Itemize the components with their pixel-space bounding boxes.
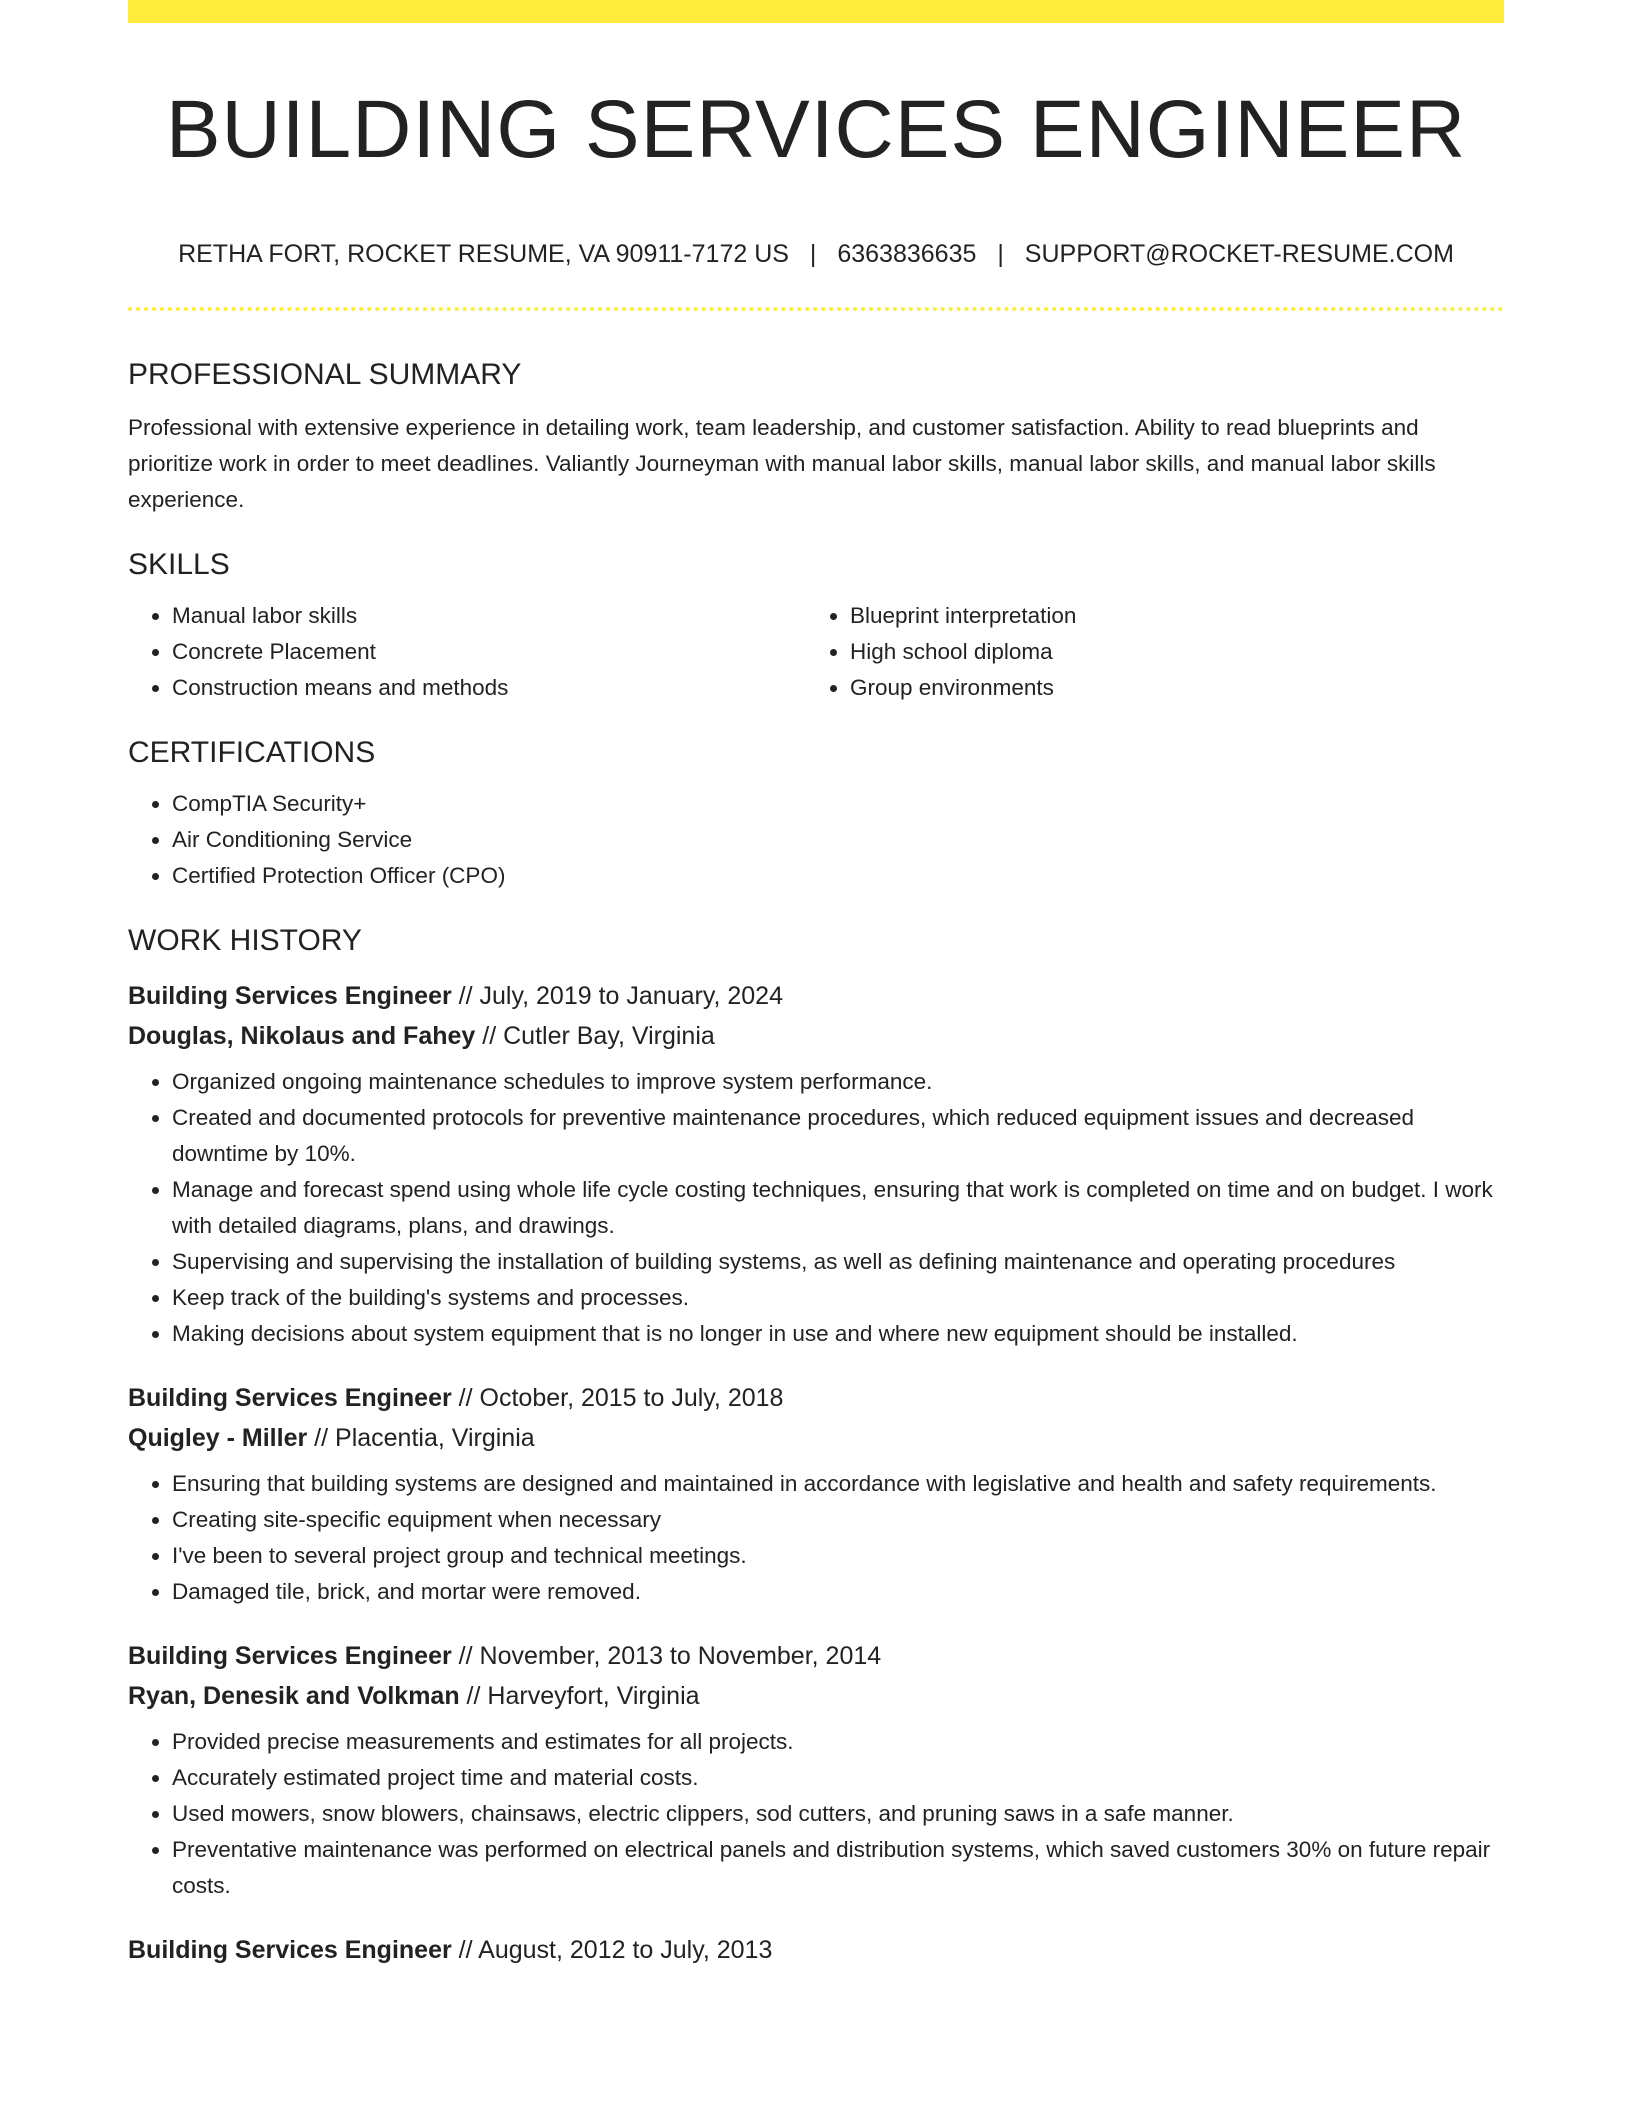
- job-dates: November, 2013 to November, 2014: [479, 1642, 882, 1670]
- job-company: Quigley - Miller: [128, 1424, 308, 1452]
- job-title: Building Services Engineer: [128, 982, 452, 1010]
- job-dates: July, 2019 to January, 2024: [479, 982, 783, 1010]
- contact-line: [128, 234, 1504, 274]
- job-bullet: • Damaged tile, brick, and mortar were removed.: [172, 1574, 1504, 1610]
- job-title-line: [128, 1930, 1504, 1970]
- accent-top-bar: [128, 0, 1504, 23]
- job-bullet: • Provided precise measurements and estimates for all projects.: [172, 1724, 1504, 1760]
- job-location: Placentia, Virginia: [335, 1424, 535, 1452]
- job-company-line: [128, 1016, 1504, 1056]
- resume-body: [128, 350, 1504, 1996]
- skill-item: • Manual labor skills: [172, 598, 806, 634]
- job-bullet: • Ensuring that building systems are designed and maintained in accordance with legislative and health and safety requirements.: [172, 1466, 1504, 1502]
- job-delimiter: //: [466, 1682, 481, 1710]
- skill-item: • High school diploma: [850, 634, 1484, 670]
- job-delimiter: //: [314, 1424, 329, 1452]
- skill-item: • Construction means and methods: [172, 670, 806, 706]
- job-bullet: • Organized ongoing maintenance schedules to improve system performance.: [172, 1064, 1504, 1100]
- job-bullet: • Supervising and supervising the installation of building systems, as well as defining maintenance and operating procedures: [172, 1244, 1504, 1280]
- summary-section: [128, 350, 1504, 518]
- certification-item: • CompTIA Security+: [172, 786, 1504, 822]
- job-entry: [128, 1636, 1504, 1904]
- job-title: Building Services Engineer: [128, 1384, 452, 1412]
- job-delimiter: //: [458, 1642, 473, 1670]
- job-company: Ryan, Denesik and Volkman: [128, 1682, 460, 1710]
- job-title: Building Services Engineer: [128, 1936, 452, 1964]
- job-bullets: [128, 1724, 1504, 1904]
- contact-separator: |: [997, 240, 1004, 268]
- job-location: Harveyfort, Virginia: [487, 1682, 700, 1710]
- certifications-list: [128, 786, 1504, 894]
- skill-item: • Group environments: [850, 670, 1484, 706]
- job-delimiter: //: [458, 982, 473, 1010]
- job-entry: [128, 1930, 1504, 1970]
- job-bullet: • Manage and forecast spend using whole life cycle costing techniques, ensuring that work is completed on time and on budget. I work with detailed diagrams, plans, and drawings.: [172, 1172, 1504, 1244]
- job-bullet: • Used mowers, snow blowers, chainsaws, electric clippers, sod cutters, and pruning saws in a safe manner.: [172, 1796, 1504, 1832]
- job-bullets: [128, 1466, 1504, 1610]
- certifications-section: [128, 728, 1504, 894]
- job-location: Cutler Bay, Virginia: [503, 1022, 715, 1050]
- job-bullet: • I've been to several project group and technical meetings.: [172, 1538, 1504, 1574]
- job-delimiter: //: [458, 1936, 473, 1964]
- job-title-line: [128, 1636, 1504, 1676]
- job-dates: August, 2012 to July, 2013: [478, 1936, 773, 1964]
- contact-separator: |: [809, 240, 817, 268]
- job-bullet: • Creating site-specific equipment when necessary: [172, 1502, 1504, 1538]
- skills-heading: SKILLS: [128, 548, 230, 581]
- job-bullet: • Accurately estimated project time and material costs.: [172, 1760, 1504, 1796]
- job-entry: [128, 1378, 1504, 1610]
- certification-item: • Certified Protection Officer (CPO): [172, 858, 1504, 894]
- contact-phone: 6363836635: [837, 240, 977, 268]
- job-company: Douglas, Nikolaus and Fahey: [128, 1022, 476, 1050]
- summary-text: Professional with extensive experience in detailing work, team leadership, and customer satisfaction. Ability to read blueprints and prioritize work in order to meet deadlines. Valiantly Journeyman with manual labor skills, manual labor skills, and manual labor skills experience.: [128, 415, 1436, 512]
- skills-grid: [128, 598, 1504, 706]
- job-company-line: [128, 1418, 1504, 1458]
- job-delimiter: //: [482, 1022, 497, 1050]
- job-title: Building Services Engineer: [128, 1642, 452, 1670]
- job-company-line: [128, 1676, 1504, 1716]
- skills-section: [128, 540, 1504, 706]
- job-delimiter: //: [458, 1384, 473, 1412]
- job-dates: October, 2015 to July, 2018: [479, 1384, 784, 1412]
- summary-heading: PROFESSIONAL SUMMARY: [128, 358, 522, 391]
- work-history-section: [128, 916, 1504, 1970]
- job-bullet: • Preventative maintenance was performed on electrical panels and distribution systems, which saved customers 30% on future repair costs.: [172, 1832, 1504, 1904]
- skills-list-right: [806, 598, 1484, 706]
- dotted-divider: [128, 307, 1504, 311]
- job-bullets: [128, 1064, 1504, 1352]
- resume-page: [128, 0, 1504, 1964]
- resume-title: BUILDING SERVICES ENGINEER: [165, 84, 1467, 175]
- contact-address: RETHA FORT, ROCKET RESUME, VA 90911-7172 US: [178, 240, 789, 268]
- job-title-line: [128, 976, 1504, 1016]
- job-bullet: • Keep track of the building's systems and processes.: [172, 1280, 1504, 1316]
- skill-item: • Concrete Placement: [172, 634, 806, 670]
- job-bullet: • Created and documented protocols for preventive maintenance procedures, which reduced equipment issues and decreased downtime by 10%.: [172, 1100, 1504, 1172]
- job-entry: [128, 976, 1504, 1352]
- skill-item: • Blueprint interpretation: [850, 598, 1484, 634]
- certifications-heading: CERTIFICATIONS: [128, 736, 376, 769]
- contact-email: SUPPORT@ROCKET-RESUME.COM: [1024, 240, 1454, 268]
- skills-list-left: [128, 598, 806, 706]
- job-bullet: • Making decisions about system equipment that is no longer in use and where new equipment should be installed.: [172, 1316, 1504, 1352]
- certification-item: • Air Conditioning Service: [172, 822, 1504, 858]
- work-history-heading: WORK HISTORY: [128, 924, 362, 957]
- job-title-line: [128, 1378, 1504, 1418]
